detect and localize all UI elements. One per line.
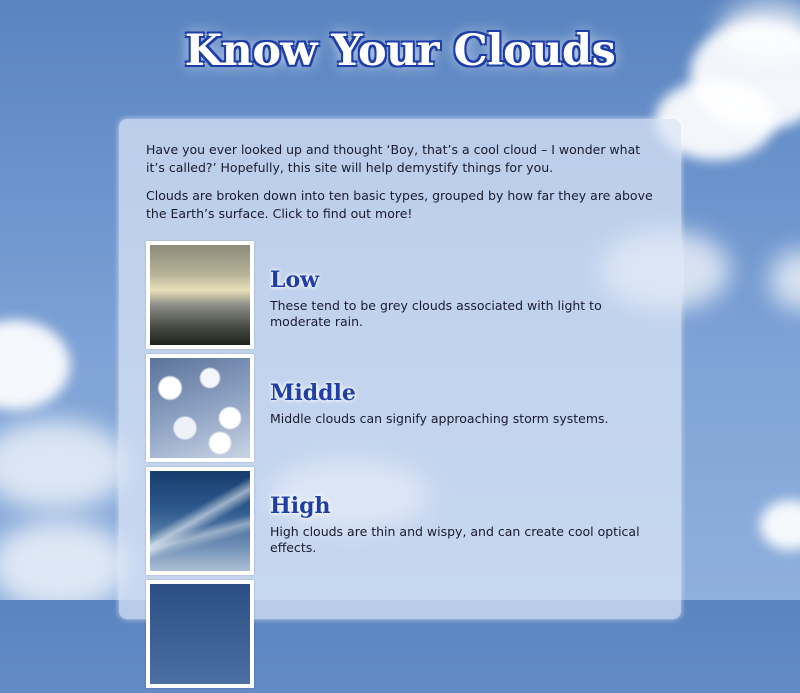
- cloud-type-description-high: High clouds are thin and wispy, and can create cool optical effects.: [270, 524, 640, 555]
- intro-paragraph: Have you ever looked up and thought ‘Boy, that’s a cool cloud – I wonder what it’s called?’ Hopefully, this site will help demystify things for you.: [146, 142, 641, 175]
- cloud-type-low[interactable]: [146, 241, 655, 354]
- cloud-type-heading-high[interactable]: High: [270, 493, 331, 519]
- next-cloud-thumbnail[interactable]: [146, 580, 254, 688]
- low-clouds-thumbnail[interactable]: [146, 241, 254, 349]
- intro-paragraph-types: Clouds are broken down into ten basic types, grouped by how far they are above the Earth’s surface. Click to find out more!: [146, 188, 653, 221]
- cloud-type-description-middle: Middle clouds can signify approaching storm systems.: [270, 411, 609, 426]
- content-panel: [119, 119, 681, 619]
- cloud-type-description-low: These tend to be grey clouds associated with light to moderate rain.: [270, 298, 602, 329]
- middle-clouds-thumbnail[interactable]: [146, 354, 254, 462]
- cloud-type-text: [270, 380, 609, 427]
- cloud-type-heading-low[interactable]: Low: [270, 267, 320, 293]
- page-title: Know Your Clouds: [184, 26, 616, 76]
- cloud-type-text: [270, 493, 655, 556]
- high-clouds-thumbnail[interactable]: [146, 467, 254, 575]
- cloud-type-list: [146, 241, 655, 693]
- cloud-type-text: [270, 267, 655, 330]
- cloud-type-high[interactable]: [146, 467, 655, 580]
- cloud-type-next[interactable]: [146, 580, 655, 693]
- cloud-type-middle[interactable]: [146, 354, 655, 467]
- cloud-type-heading-middle[interactable]: Middle: [270, 380, 356, 406]
